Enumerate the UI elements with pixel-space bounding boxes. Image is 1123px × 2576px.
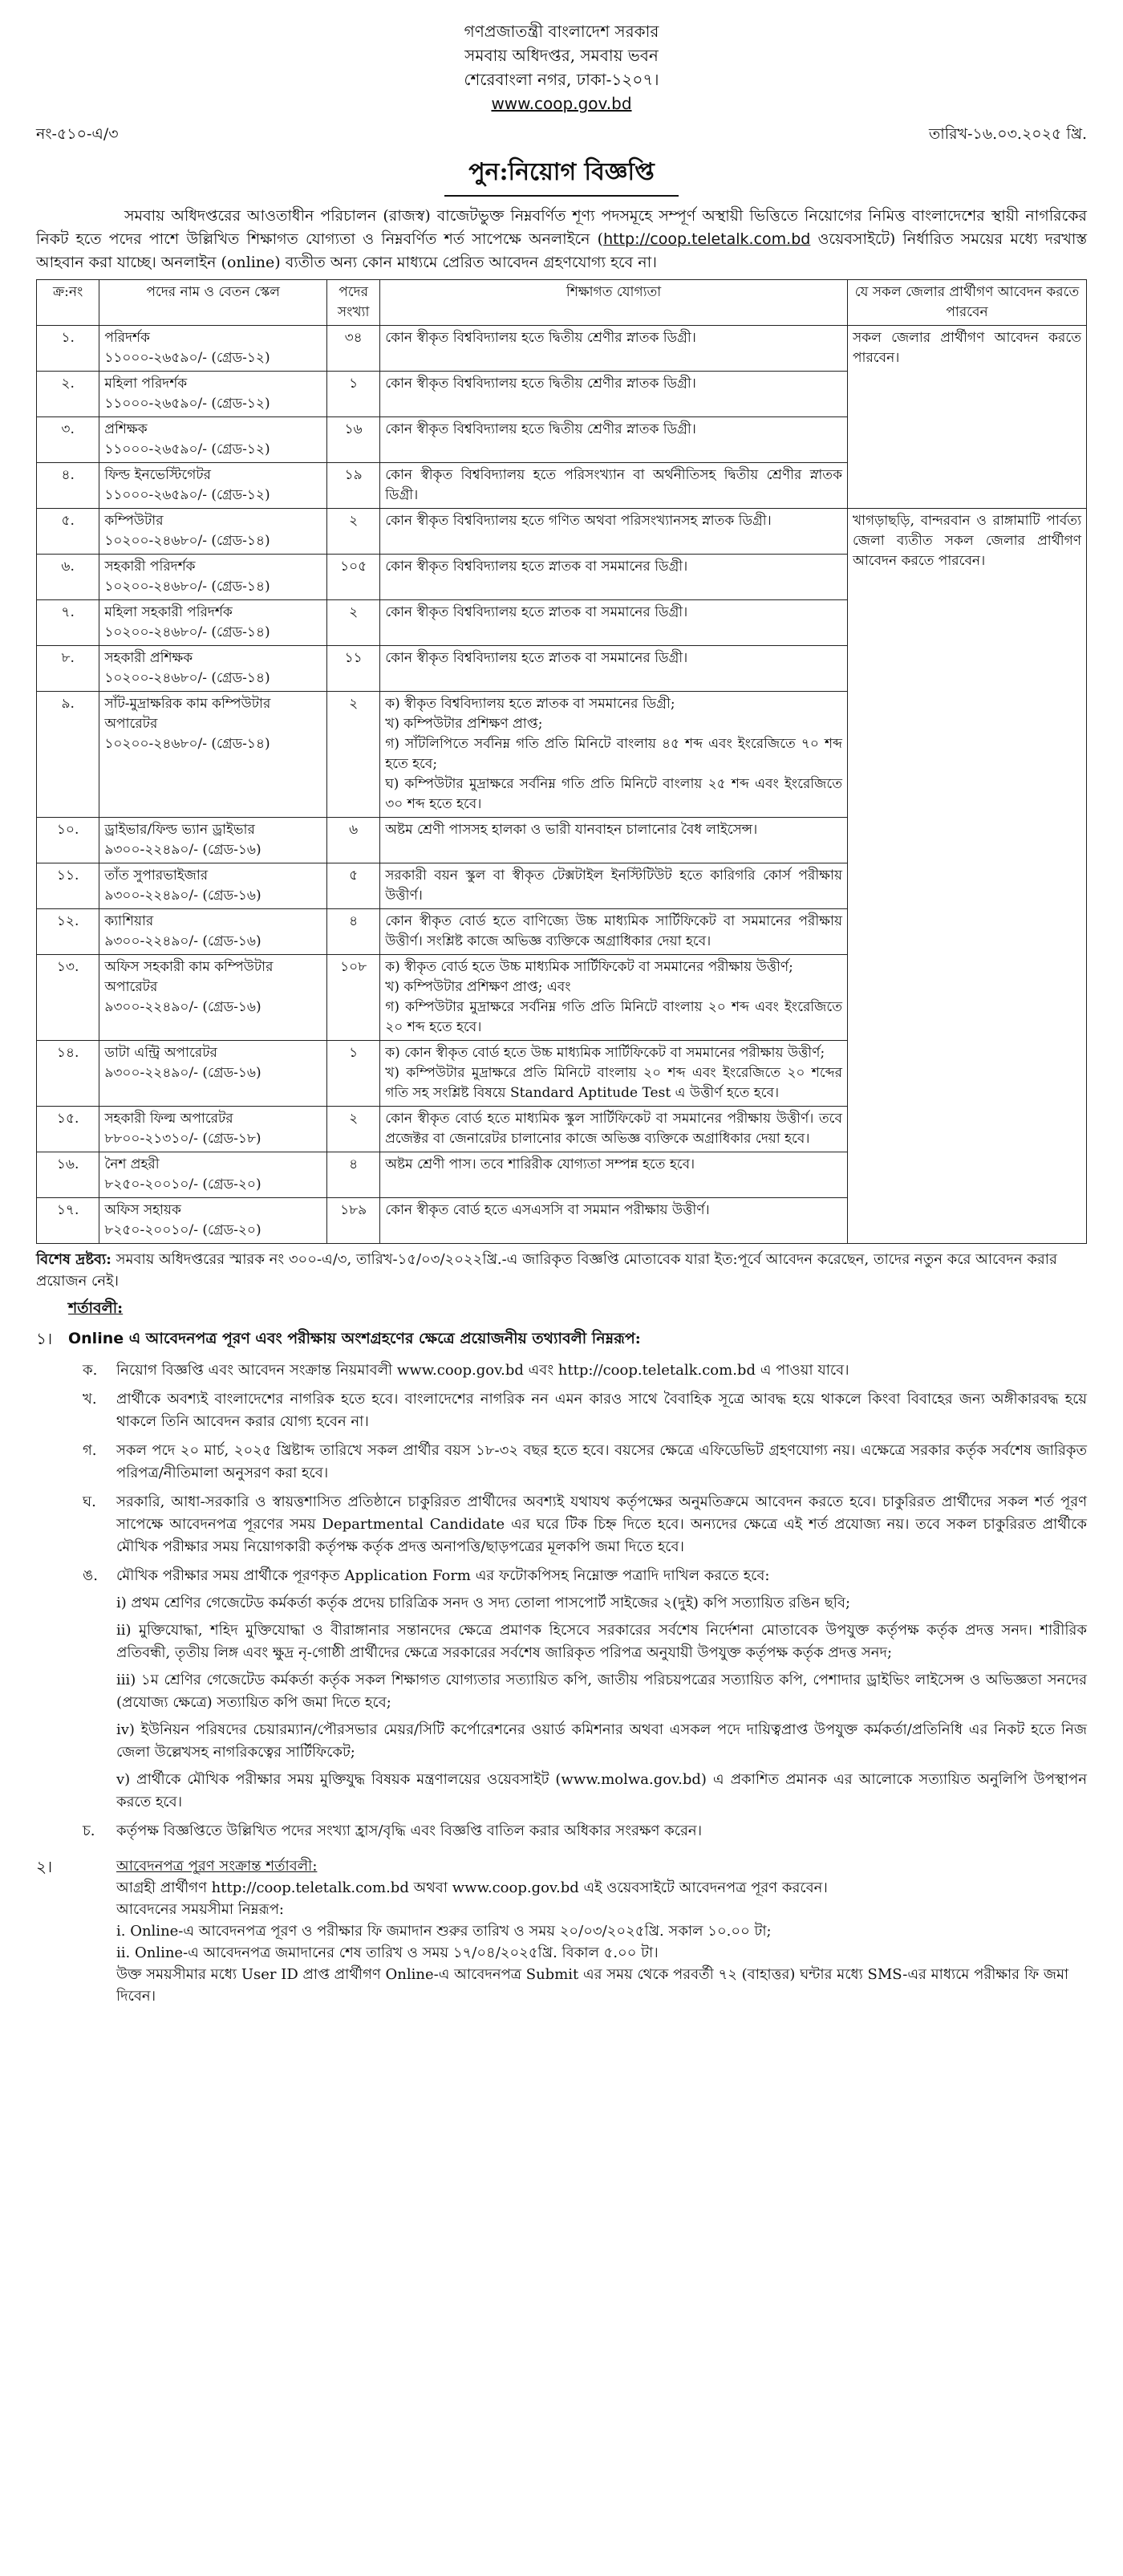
post-name: ক্যাশিয়ার bbox=[104, 913, 154, 929]
cell-post bbox=[99, 326, 327, 372]
header-address: শেরেবাংলা নগর, ঢাকা-১২০৭। bbox=[464, 70, 659, 89]
document-subitem: i) প্রথম শ্রেণির গেজেটেড কর্মকর্তা কর্তৃক প্রদেয় চারিত্রিক সনদ ও সদ্য তোলা পাসপোর্ট সাইজের ২(দুই) কপি সত্যায়িত রঙিন ছবি; bbox=[116, 1595, 851, 1611]
pay-scale: ১০২০০-২৪৬৮০/- (গ্রেড-১৪) bbox=[104, 736, 270, 752]
pay-scale: ১০২০০-২৪৬৮০/- (গ্রেড-১৪) bbox=[104, 533, 270, 549]
post-name: কম্পিউটার bbox=[104, 513, 164, 529]
post-name: নৈশ প্রহরী bbox=[104, 1156, 160, 1172]
special-note bbox=[36, 1249, 1087, 1292]
cell-post bbox=[99, 863, 327, 909]
cell-post bbox=[99, 417, 327, 463]
pay-scale: ৮২৫০-২০০১০/- (গ্রেড-২০) bbox=[104, 1222, 261, 1238]
cell-qualification: কোন স্বীকৃত বিশ্ববিদ্যালয় হতে পরিসংখ্যান বা অর্থনীতিসহ দ্বিতীয় শ্রেণীর স্নাতক ডিগ্রী। bbox=[380, 463, 848, 509]
cell-post bbox=[99, 1152, 327, 1198]
pay-scale: ৯৩০০-২২৪৯০/- (গ্রেড-১৬) bbox=[104, 1065, 261, 1081]
cell-count: ১০৫ bbox=[327, 555, 380, 600]
col-qualification: শিক্ষাগত যোগ্যতা bbox=[380, 280, 848, 326]
cell-sl: ১১. bbox=[37, 863, 99, 909]
pay-scale: ১১০০০-২৬৫৯০/- (গ্রেড-১২) bbox=[104, 487, 270, 503]
pay-scale: ৯৩০০-২২৪৯০/- (গ্রেড-১৬) bbox=[104, 933, 261, 949]
section-2-line: আগ্রহী প্রার্থীগণ http://coop.teletalk.com.bd অথবা www.coop.gov.bd এই ওয়েবসাইটে আবেদনপত্র পূরণ করবেন। bbox=[116, 1879, 828, 1896]
cell-sl: ১৩. bbox=[37, 955, 99, 1041]
section-2-line: উক্ত সময়সীমার মধ্যে User ID প্রাপ্ত প্রার্থীগণ Online-এ আবেদনপত্র Submit এর সময় থেকে পরবর্তী ৭২ (বাহাত্তর) ঘন্টার মধ্যে SMS-এর মাধ্যমে পরীক্ষার ফি জমা দিবেন। bbox=[116, 1966, 1069, 2005]
list-item bbox=[68, 1359, 1087, 1382]
cell-qualification: কোন স্বীকৃত বোর্ড হতে বাণিজ্যে উচ্চ মাধ্যমিক সার্টিফিকেট বা সমমানের পরীক্ষায় উত্তীর্ণ। সংশ্লিষ্ট কাজে অভিজ্ঞ ব্যক্তিকে অগ্রাধিকার দেয়া হবে। bbox=[380, 909, 848, 955]
cell-sl: ১৬. bbox=[37, 1152, 99, 1198]
pay-scale: ৯৩০০-২২৪৯০/- (গ্রেড-১৬) bbox=[104, 888, 261, 904]
cell-count: ২ bbox=[327, 1107, 380, 1152]
cell-count: ১ bbox=[327, 372, 380, 417]
office-header bbox=[36, 19, 1087, 116]
cell-sl: ৫. bbox=[37, 509, 99, 555]
cell-post bbox=[99, 555, 327, 600]
section-1-title bbox=[68, 1327, 1087, 1353]
section-number: ১। bbox=[36, 1329, 53, 1348]
cell-district-except-hill: খাগড়াছড়ি, বান্দরবান ও রাঙ্গামাটি পার্বত্য জেলা ব্যতীত সকল জেলার প্রার্থীগণ আবেদন করতে পারবেন। bbox=[847, 509, 1086, 1244]
item-label: ঙ. bbox=[83, 1567, 98, 1584]
cell-qualification: কোন স্বীকৃত বোর্ড হতে মাধ্যমিক স্কুল সার্টিফিকেট বা সমমানের পরীক্ষায় উত্তীর্ণ। তবে প্রজেক্টর বা জেনারেটর চালানোর কাজে অভিজ্ঞ ব্যক্তিকে অগ্রাধিকার দেয়া হবে। bbox=[380, 1107, 848, 1152]
header-department: সমবায় অধিদপ্তর, সমবায় ভবন bbox=[464, 46, 659, 65]
cell-count: ১৬ bbox=[327, 417, 380, 463]
cell-count: ১১ bbox=[327, 646, 380, 692]
col-district: যে সকল জেলার প্রার্থীগণ আবেদন করতে পারবেন bbox=[847, 280, 1086, 326]
post-name: মহিলা পরিদর্শক bbox=[104, 376, 188, 392]
post-name: অফিস সহায়ক bbox=[104, 1202, 181, 1218]
section-2-title: আবেদনপত্র পূরণ সংক্রান্ত শর্তাবলী: bbox=[116, 1858, 318, 1875]
post-name: ডাটা এন্ট্রি অপারেটর bbox=[104, 1045, 217, 1061]
intro-text-a: সমবায় অধিদপ্তরের আওতাধীন পরিচালন (রাজস্ব) বাজেটভুক্ত নিম্নবর্ণিত শূণ্য পদসমূহে সম্পূর্ণ অস্থায়ী ভিত্তিতে নিয়োগের নিমিত্ত বাংলাদেশের স্থায়ী নাগরিকের নিকট হতে পদের পাশে উল্লিখিত শিক্ষাগত যোগ্যতা ও নিম্নবর্ণিত শর্ত সাপেক্ষে অনলাইনে ( bbox=[36, 207, 1087, 248]
cell-sl: ১০. bbox=[37, 818, 99, 863]
cell-qualification: কোন স্বীকৃত বিশ্ববিদ্যালয় হতে দ্বিতীয় শ্রেণীর স্নাতক ডিগ্রী। bbox=[380, 326, 848, 372]
cell-post bbox=[99, 955, 327, 1041]
post-name: অফিস সহকারী কাম কম্পিউটার অপারেটর bbox=[104, 959, 274, 995]
cell-count: ৬ bbox=[327, 818, 380, 863]
terms-section-2 bbox=[36, 1855, 1087, 2007]
section-2-line: i. Online-এ আবেদনপত্র পূরণ ও পরীক্ষার ফি জমাদান শুরুর তারিখ ও সময় ২০/০৩/২০২৫খ্রি. সকাল ১০.০০ টা; bbox=[116, 1923, 772, 1940]
list-item bbox=[68, 1491, 1087, 1558]
cell-count: ১০৮ bbox=[327, 955, 380, 1041]
cell-post bbox=[99, 509, 327, 555]
cell-sl: ৪. bbox=[37, 463, 99, 509]
cell-sl: ১৭. bbox=[37, 1198, 99, 1244]
post-name: ড্রাইভার/ফিল্ড ভ্যান ড্রাইভার bbox=[104, 822, 255, 838]
pay-scale: ৯৩০০-২২৪৯০/- (গ্রেড-১৬) bbox=[104, 842, 261, 858]
col-sl: ক্র:নং bbox=[37, 280, 99, 326]
cell-post bbox=[99, 1198, 327, 1244]
pay-scale: ৮৮০০-২১৩১০/- (গ্রেড-১৮) bbox=[104, 1131, 261, 1147]
cell-count: ১৮৯ bbox=[327, 1198, 380, 1244]
cell-qualification: অষ্টম শ্রেণী পাসসহ হালকা ও ভারী যানবাহন চালানোর বৈধ লাইসেন্স। bbox=[380, 818, 848, 863]
cell-qualification: কোন স্বীকৃত বিশ্ববিদ্যালয় হতে স্নাতক বা সমমানের ডিগ্রী। bbox=[380, 555, 848, 600]
list-item bbox=[68, 1820, 1087, 1843]
special-note-label: বিশেষ দ্রষ্টব্য: bbox=[36, 1251, 111, 1268]
col-post: পদের নাম ও বেতন স্কেল bbox=[99, 280, 327, 326]
item-text: সকল পদে ২০ মার্চ, ২০২৫ খ্রিষ্টাব্দ তারিখে সকল প্রার্থীর বয়স ১৮-৩২ বছর হতে হবে। বয়সের ক্ষেত্রে এফিডেভিট গ্রহণযোগ্য নয়। এক্ষেত্রে সরকার কর্তৃক সর্বশেষ জারিকৃত পরিপত্র/নীতিমালা অনুসরণ করা হবে। bbox=[116, 1442, 1087, 1481]
pay-scale: ১০২০০-২৪৬৮০/- (গ্রেড-১৪) bbox=[104, 670, 270, 686]
cell-sl: ১৪. bbox=[37, 1041, 99, 1107]
post-name: তাঁত সুপারভাইজার bbox=[104, 867, 209, 884]
pay-scale: ১১০০০-২৬৫৯০/- (গ্রেড-১২) bbox=[104, 441, 270, 457]
pay-scale: ১০২০০-২৪৬৮০/- (গ্রেড-১৪) bbox=[104, 579, 270, 595]
cell-post bbox=[99, 646, 327, 692]
list-item bbox=[68, 1565, 1087, 1587]
cell-sl: ১২. bbox=[37, 909, 99, 955]
item-label: চ. bbox=[83, 1822, 95, 1839]
cell-count: ২ bbox=[327, 692, 380, 818]
table-row bbox=[37, 509, 1087, 555]
terms-section-1 bbox=[36, 1327, 1087, 1843]
cell-qualification: ক) কোন স্বীকৃত বোর্ড হতে উচ্চ মাধ্যমিক সার্টিফিকেট বা সমমানের পরীক্ষায় উত্তীর্ণ; খ) কম্পিউটার মুদ্রাক্ষরে প্রতি মিনিটে বাংলায় ২০ শব্দ এবং ইংরেজিতে ২০ শব্দের গতি সহ সংশ্লিষ্ট বিষয়ে Standard Aptitude Test এ উত্তীর্ণ হতে হবে। bbox=[380, 1041, 848, 1107]
cell-sl: ১. bbox=[37, 326, 99, 372]
pay-scale: ১১০০০-২৬৫৯০/- (গ্রেড-১২) bbox=[104, 396, 270, 412]
cell-sl: ৮. bbox=[37, 646, 99, 692]
reference-line bbox=[36, 122, 1087, 149]
terms-heading: শর্তাবলী: bbox=[68, 1299, 124, 1317]
item-label: ঘ. bbox=[83, 1493, 96, 1510]
document-subitem: ii) মুক্তিযোদ্ধা, শহিদ মুক্তিযোদ্ধা ও বীরাঙ্গানার সন্তানদের ক্ষেত্রে প্রমাণক হিসেবে সরকারের সর্বশেষ নির্দেশনা মোতাবেক উপযুক্ত কর্তৃপক্ষ কর্তৃক প্রদত্ত সনদ। শারীরিক প্রতিবন্ধী, তৃতীয় লিঙ্গ এবং ক্ষুদ্র নৃ-গোষ্ঠী প্রার্থীদের ক্ষেত্রে সরকারের সর্বশেষ জারিকৃত পরিপত্র অনুযায়ী উপযুক্ত কর্তৃপক্ষ কর্তৃক প্রদত্ত সনদ; bbox=[116, 1622, 1087, 1661]
cell-qualification: ক) স্বীকৃত বোর্ড হতে উচ্চ মাধ্যমিক সার্টিফিকেট বা সমমানের পরীক্ষায় উত্তীর্ণ; খ) কম্পিউটার প্রশিক্ষণ প্রাপ্ত; এবং গ) কম্পিউটার মুদ্রাক্ষরে সর্বনিম্ন গতি প্রতি মিনিটে বাংলায় ২০ শব্দ এবং ইংরেজিতে ২০ শব্দ হতে হবে। bbox=[380, 955, 848, 1041]
cell-qualification: কোন স্বীকৃত বিশ্ববিদ্যালয় হতে স্নাতক বা সমমানের ডিগ্রী। bbox=[380, 600, 848, 646]
cell-count: ১ bbox=[327, 1041, 380, 1107]
section-number: ২। bbox=[36, 1857, 53, 1876]
notice-title: পুন:নিয়োগ বিজ্ঞপ্তি bbox=[444, 151, 679, 197]
table-row bbox=[37, 326, 1087, 372]
cell-count: ২ bbox=[327, 509, 380, 555]
post-name: পরিদর্শক bbox=[104, 330, 150, 346]
cell-sl: ১৫. bbox=[37, 1107, 99, 1152]
cell-count: ২ bbox=[327, 600, 380, 646]
posts-table bbox=[36, 279, 1087, 1244]
cell-sl: ৬. bbox=[37, 555, 99, 600]
cell-post bbox=[99, 692, 327, 818]
cell-post bbox=[99, 1107, 327, 1152]
item-label: ক. bbox=[83, 1362, 98, 1379]
memo-number: নং-৫১০-এ/৩ bbox=[36, 125, 119, 143]
cell-post bbox=[99, 818, 327, 863]
cell-count: ৪ bbox=[327, 909, 380, 955]
item-text: কর্তৃপক্ষ বিজ্ঞপ্তিতে উল্লিখিত পদের সংখ্যা হ্রাস/বৃদ্ধি এবং বিজ্ঞপ্তি বাতিল করার অধিকার সংরক্ষণ করেন। bbox=[116, 1822, 703, 1839]
item-text: প্রার্থীকে অবশ্যই বাংলাদেশের নাগরিক হতে হবে। বাংলাদেশের নাগরিক নন এমন কারও সাথে বৈবাহিক সূত্রে আবদ্ধ হয়ে থাকলে কিংবা বিবাহের জন্য অঙ্গীকারবদ্ধ হয়ে থাকলে তিনি আবেদন করার যোগ্য হবেন না। bbox=[116, 1391, 1087, 1430]
cell-post bbox=[99, 600, 327, 646]
cell-post bbox=[99, 372, 327, 417]
cell-count: ৪ bbox=[327, 1152, 380, 1198]
header-govt: গণপ্রজাতন্ত্রী বাংলাদেশ সরকার bbox=[464, 22, 659, 41]
teletalk-link[interactable]: http://coop.teletalk.com.bd bbox=[603, 230, 811, 248]
pay-scale: ৯৩০০-২২৪৯০/- (গ্রেড-১৬) bbox=[104, 999, 261, 1015]
list-item bbox=[68, 1440, 1087, 1485]
header-website-link[interactable]: www.coop.gov.bd bbox=[491, 94, 632, 113]
cell-sl: ৭. bbox=[37, 600, 99, 646]
cell-qualification: কোন স্বীকৃত বিশ্ববিদ্যালয় হতে গণিত অথবা পরিসংখ্যানসহ স্নাতক ডিগ্রী। bbox=[380, 509, 848, 555]
pay-scale: ১১০০০-২৬৫৯০/- (গ্রেড-১২) bbox=[104, 350, 270, 366]
col-count: পদের সংখ্যা bbox=[327, 280, 380, 326]
post-name: সহকারী পরিদর্শক bbox=[104, 559, 196, 575]
post-name: সাঁট-মুদ্রাক্ষরিক কাম কম্পিউটার অপারেটর bbox=[104, 696, 271, 732]
cell-count: ৩৪ bbox=[327, 326, 380, 372]
cell-qualification: ক) স্বীকৃত বিশ্ববিদ্যালয় হতে স্নাতক বা সমমানের ডিগ্রী; খ) কম্পিউটার প্রশিক্ষণ প্রাপ্ত; গ) সাঁটলিপিতে সর্বনিম্ন গতি প্রতি মিনিটে বাংলায় ৪৫ শব্দ এবং ইংরেজিতে ৭০ শব্দ হতে হবে; ঘ) কম্পিউটার মুদ্রাক্ষরে সর্বনিম্ন গতি প্রতি মিনিটে বাংলায় ২৫ শব্দ এবং ইংরেজিতে ৩০ শব্দ হতে হবে। bbox=[380, 692, 848, 818]
document-subitem: iv) ইউনিয়ন পরিষদের চেয়ারম্যান/পৌরসভার মেয়র/সিটি কর্পোরেশনের ওয়ার্ড কমিশনার অথবা এসকল পদে দায়িত্বপ্রাপ্ত উপযুক্ত কর্মকর্তা/প্রতিনিধি এর নিকট হতে নিজ জেলা উল্লেখসহ নাগরিকত্বের সার্টিফিকেট; bbox=[116, 1721, 1087, 1761]
item-text: নিয়োগ বিজ্ঞপ্তি এবং আবেদন সংক্রান্ত নিয়মাবলী www.coop.gov.bd এবং http://coop.teletalk.com.bd এ পাওয়া যাবে। bbox=[116, 1362, 849, 1379]
cell-post bbox=[99, 1041, 327, 1107]
document-subitem: iii) ১ম শ্রেণির গেজেটেড কর্মকর্তা কর্তৃক সকল শিক্ষাগত যোগ্যতার সত্যায়িত কপি, জাতীয় পরিচয়পত্রের সত্যায়িত কপি, পেশাদার ড্রাইভিং লাইসেন্স ও অভিজ্ঞতা সনদের (প্রযোজ্য ক্ষেত্রে) সত্যায়িত কপি জমা দিতে হবে; bbox=[116, 1672, 1087, 1711]
post-name: ফিল্ড ইনভেস্টিগেটর bbox=[104, 467, 211, 483]
special-note-text: সমবায় অধিদপ্তরের স্মারক নং ৩০০-এ/৩, তারিখ-১৫/০৩/২০২২খ্রি.-এ জারিকৃত বিজ্ঞপ্তি মোতাবেক যারা ইত:পূর্বে আবেদন করেছেন, তাদের নতুন করে আবেদন করার প্রয়োজন নেই। bbox=[36, 1251, 1057, 1290]
item-label: গ. bbox=[83, 1442, 97, 1459]
notice-date: তারিখ-১৬.০৩.২০২৫ খ্রি. bbox=[928, 125, 1087, 143]
post-name: সহকারী ফিল্ম অপারেটর bbox=[104, 1111, 233, 1127]
cell-district-all: সকল জেলার প্রার্থীগণ আবেদন করতে পারবেন। bbox=[847, 326, 1086, 509]
section-2-line: ii. Online-এ আবেদনপত্র জমাদানের শেষ তারিখ ও সময় ১৭/০৪/২০২৫খ্রি. বিকাল ৫.০০ টা। bbox=[116, 1944, 659, 1961]
item-label: খ. bbox=[83, 1391, 97, 1408]
section-2-line: আবেদনের সময়সীমা নিম্নরূপ: bbox=[116, 1901, 285, 1918]
table-header-row bbox=[37, 280, 1087, 326]
intro-paragraph bbox=[36, 205, 1087, 274]
pay-scale: ৮২৫০-২০০১০/- (গ্রেড-২০) bbox=[104, 1176, 261, 1193]
item-text: মৌখিক পরীক্ষার সময় প্রার্থীকে পূরণকৃত Application Form এর ফটোকপিসহ নিম্নোক্ত পত্রাদি দাখিল করতে হবে: bbox=[116, 1567, 770, 1584]
cell-sl: ৩. bbox=[37, 417, 99, 463]
cell-post bbox=[99, 909, 327, 955]
cell-qualification: সরকারী বয়ন স্কুল বা স্বীকৃত টেক্সটাইল ইনস্টিটিউট হতে কারিগরি কোর্স পরীক্ষায় উত্তীর্ণ। bbox=[380, 863, 848, 909]
document-subitem: v) প্রার্থীকে মৌখিক পরীক্ষার সময় মুক্তিযুদ্ধ বিষয়ক মন্ত্রণালয়ের ওয়েবসাইট (www.molwa.gov.bd) এ প্রকাশিত প্রমানক এর আলোকে সত্যায়িত অনুলিপি উপস্থাপন করতে হবে। bbox=[116, 1771, 1087, 1810]
cell-qualification: কোন স্বীকৃত বোর্ড হতে এসএসসি বা সমমান পরীক্ষায় উত্তীর্ণ। bbox=[380, 1198, 848, 1244]
notice-page bbox=[36, 0, 1087, 2007]
cell-post bbox=[99, 463, 327, 509]
cell-qualification: কোন স্বীকৃত বিশ্ববিদ্যালয় হতে দ্বিতীয় শ্রেণীর স্নাতক ডিগ্রী। bbox=[380, 372, 848, 417]
post-name: সহকারী প্রশিক্ষক bbox=[104, 650, 193, 666]
cell-sl: ৯. bbox=[37, 692, 99, 818]
cell-sl: ২. bbox=[37, 372, 99, 417]
list-item bbox=[68, 1388, 1087, 1433]
post-name: প্রশিক্ষক bbox=[104, 421, 148, 437]
section-1-title-en: Online bbox=[68, 1330, 124, 1347]
cell-count: ১৯ bbox=[327, 463, 380, 509]
item-text: সরকারি, আধা-সরকারি ও স্বায়ত্তশাসিত প্রতিষ্ঠানে চাকুরিরত প্রার্থীদের অবশ্যই যথাযথ কর্তৃপক্ষের অনুমতিক্রমে আবেদন করতে হবে। চাকুরিরত প্রার্থীদের সকল শর্ত পূরণ সাপেক্ষে আবেদনপত্র পূরণের সময় Departmental Candidate এর ঘরে টিক চিহ্ন দিতে হবে। অন্যদের ক্ষেত্রে এই শর্ত প্রযোজ্য নয়। তবে সকল চাকুরিরত প্রার্থীকে মৌখিক পরীক্ষার সময় নিয়োগকারী কর্তৃপক্ষ কর্তৃক প্রদত্ত অনাপত্তি/ছাড়পত্রের মূলকপি জমা দিতে হবে। bbox=[116, 1493, 1087, 1555]
section-1-title-text: এ আবেদনপত্র পূরণ এবং পরীক্ষায় অংশগ্রহণের ক্ষেত্রে প্রয়োজনীয় তথ্যাবলী নিম্নরূপ: bbox=[124, 1330, 641, 1347]
cell-count: ৫ bbox=[327, 863, 380, 909]
pay-scale: ১০২০০-২৪৬৮০/- (গ্রেড-১৪) bbox=[104, 624, 270, 640]
post-name: মহিলা সহকারী পরিদর্শক bbox=[104, 604, 233, 620]
cell-qualification: কোন স্বীকৃত বিশ্ববিদ্যালয় হতে দ্বিতীয় শ্রেণীর স্নাতক ডিগ্রী। bbox=[380, 417, 848, 463]
intro-text-b: ওয়েবসাইটে) নির্ধারিত সময়ের মধ্যে দরখাস্ত আহবান করা যাচ্ছে। অনলাইন (online) ব্যতীত অন্য কোন মাধ্যমে প্রেরিত আবেদন গ্রহণযোগ্য হবে না। bbox=[36, 230, 1088, 271]
cell-qualification: অষ্টম শ্রেণী পাস। তবে শারিরীক যোগ্যতা সম্পন্ন হতে হবে। bbox=[380, 1152, 848, 1198]
cell-qualification: কোন স্বীকৃত বিশ্ববিদ্যালয় হতে স্নাতক বা সমমানের ডিগ্রী। bbox=[380, 646, 848, 692]
